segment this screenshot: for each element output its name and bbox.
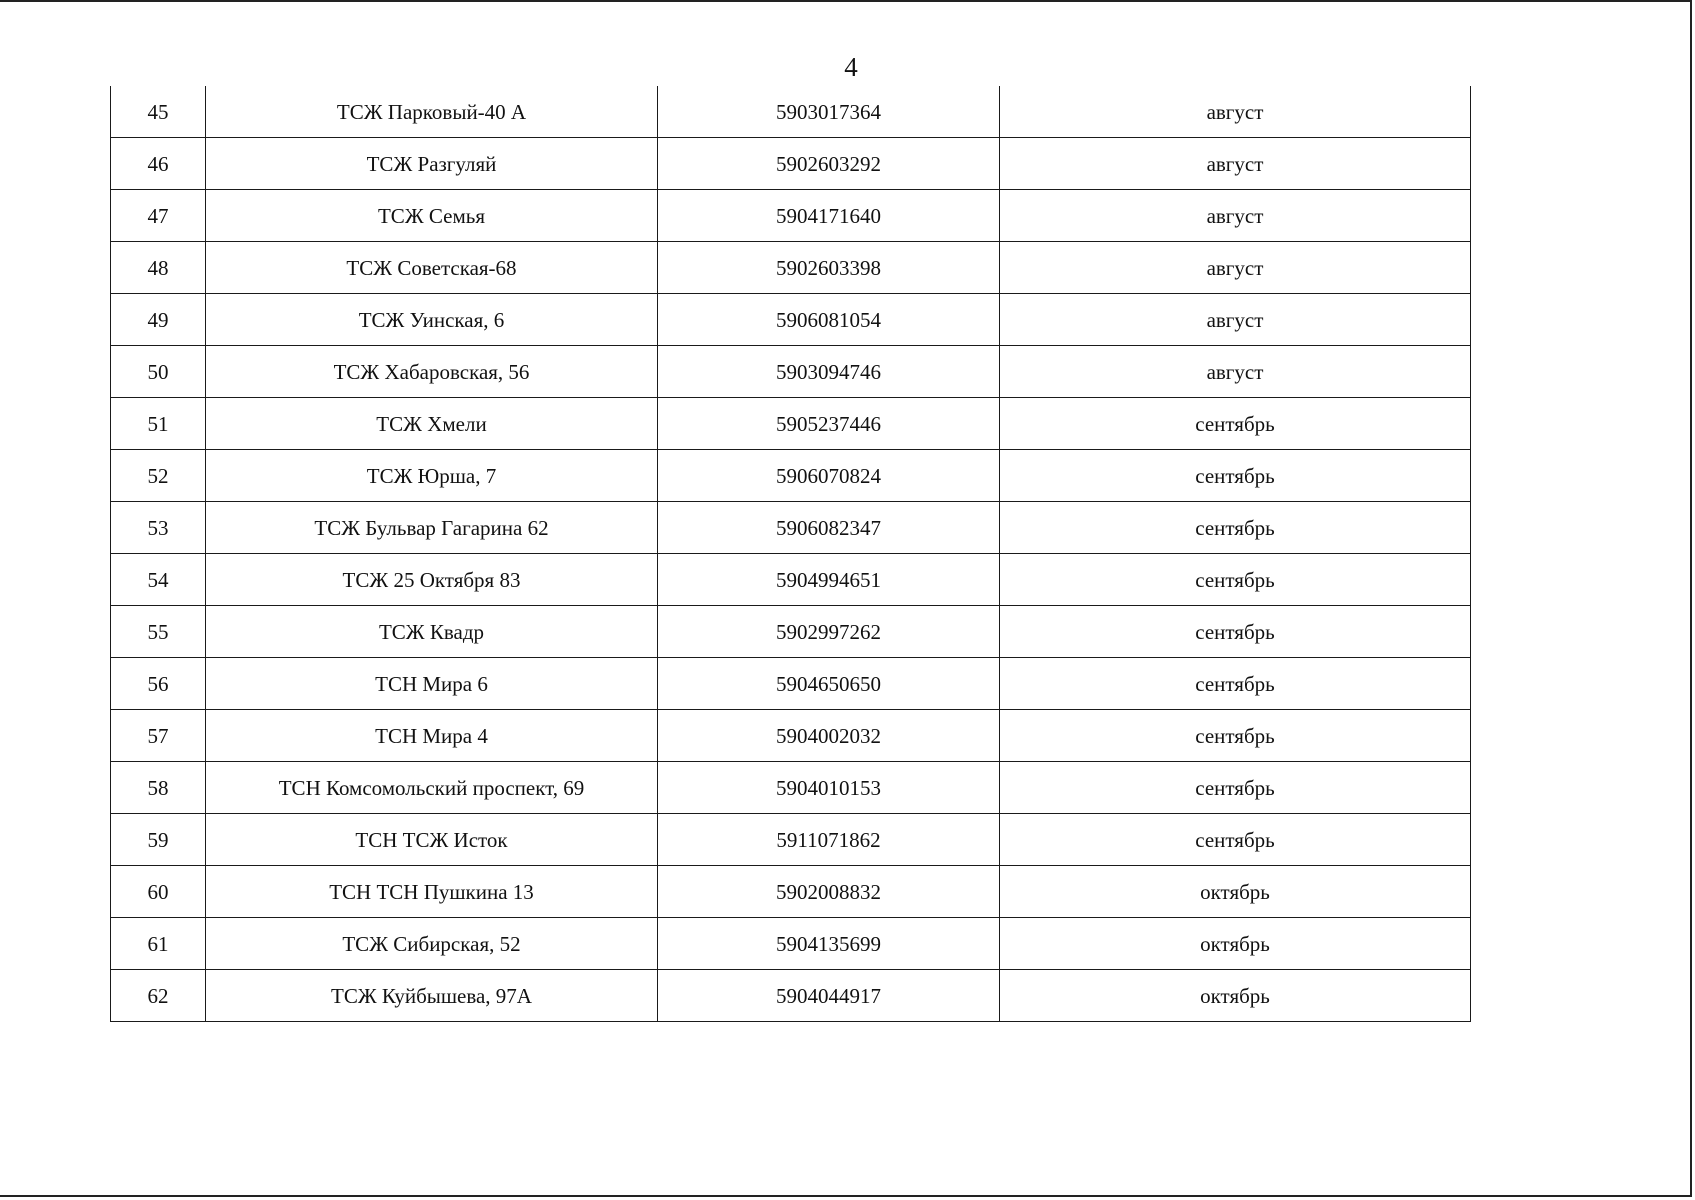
table-row (111, 554, 1471, 606)
row-number-cell: 55 (111, 606, 206, 658)
month-cell: сентябрь (1000, 814, 1471, 866)
inn-cell: 5904010153 (658, 762, 1000, 814)
organization-name-cell: ТСЖ Куйбышева, 97А (206, 970, 658, 1022)
inn-cell: 5904650650 (658, 658, 1000, 710)
inn-cell: 5905237446 (658, 398, 1000, 450)
inn-cell: 5904044917 (658, 970, 1000, 1022)
inn-cell: 5902008832 (658, 866, 1000, 918)
month-cell: август (1000, 190, 1471, 242)
month-cell: август (1000, 294, 1471, 346)
month-cell: сентябрь (1000, 606, 1471, 658)
organization-name-cell: ТСЖ Квадр (206, 606, 658, 658)
month-cell: октябрь (1000, 918, 1471, 970)
row-number-cell: 62 (111, 970, 206, 1022)
inn-cell: 5906081054 (658, 294, 1000, 346)
organization-name-cell: ТСЖ Хабаровская, 56 (206, 346, 658, 398)
inn-cell: 5902603292 (658, 138, 1000, 190)
inn-cell: 5902603398 (658, 242, 1000, 294)
table-row (111, 866, 1471, 918)
table-row (111, 138, 1471, 190)
month-cell: август (1000, 138, 1471, 190)
table-row (111, 398, 1471, 450)
row-number-cell: 53 (111, 502, 206, 554)
inn-cell: 5911071862 (658, 814, 1000, 866)
row-number-cell: 61 (111, 918, 206, 970)
table-row (111, 762, 1471, 814)
row-number-cell: 51 (111, 398, 206, 450)
organization-name-cell: ТСЖ Хмели (206, 398, 658, 450)
month-cell: сентябрь (1000, 398, 1471, 450)
table-body (111, 86, 1471, 1022)
row-number-cell: 56 (111, 658, 206, 710)
inn-cell: 5904171640 (658, 190, 1000, 242)
organization-name-cell: ТСН Комсомольский проспект, 69 (206, 762, 658, 814)
table-row (111, 242, 1471, 294)
organization-name-cell: ТСЖ Юрша, 7 (206, 450, 658, 502)
row-number-cell: 47 (111, 190, 206, 242)
row-number-cell: 50 (111, 346, 206, 398)
month-cell: август (1000, 86, 1471, 138)
organization-name-cell: ТСЖ Советская-68 (206, 242, 658, 294)
table-row (111, 970, 1471, 1022)
inn-cell: 5903094746 (658, 346, 1000, 398)
organizations-table (110, 86, 1471, 1022)
organization-name-cell: ТСН Мира 4 (206, 710, 658, 762)
table-row (111, 814, 1471, 866)
table-row (111, 450, 1471, 502)
row-number-cell: 60 (111, 866, 206, 918)
month-cell: октябрь (1000, 866, 1471, 918)
table-row (111, 346, 1471, 398)
table-row (111, 658, 1471, 710)
month-cell: сентябрь (1000, 710, 1471, 762)
organization-name-cell: ТСЖ Сибирская, 52 (206, 918, 658, 970)
organization-name-cell: ТСЖ Семья (206, 190, 658, 242)
table-row (111, 190, 1471, 242)
organization-name-cell: ТСН Мира 6 (206, 658, 658, 710)
row-number-cell: 46 (111, 138, 206, 190)
table-row (111, 710, 1471, 762)
inn-cell: 5902997262 (658, 606, 1000, 658)
page-number: 4 (844, 52, 858, 82)
month-cell: август (1000, 242, 1471, 294)
organization-name-cell: ТСН ТСЖ Исток (206, 814, 658, 866)
row-number-cell: 54 (111, 554, 206, 606)
inn-cell: 5904002032 (658, 710, 1000, 762)
month-cell: сентябрь (1000, 762, 1471, 814)
row-number-cell: 57 (111, 710, 206, 762)
inn-cell: 5906082347 (658, 502, 1000, 554)
organization-name-cell: ТСН ТСН Пушкина 13 (206, 866, 658, 918)
table-row (111, 502, 1471, 554)
organization-name-cell: ТСЖ Разгуляй (206, 138, 658, 190)
row-number-cell: 48 (111, 242, 206, 294)
row-number-cell: 59 (111, 814, 206, 866)
row-number-cell: 58 (111, 762, 206, 814)
month-cell: сентябрь (1000, 450, 1471, 502)
table-row (111, 86, 1471, 138)
row-number-cell: 45 (111, 86, 206, 138)
inn-cell: 5904994651 (658, 554, 1000, 606)
month-cell: сентябрь (1000, 554, 1471, 606)
inn-cell: 5904135699 (658, 918, 1000, 970)
organization-name-cell: ТСЖ Бульвар Гагарина 62 (206, 502, 658, 554)
table-row (111, 606, 1471, 658)
month-cell: октябрь (1000, 970, 1471, 1022)
inn-cell: 5906070824 (658, 450, 1000, 502)
organization-name-cell: ТСЖ Уинская, 6 (206, 294, 658, 346)
organization-name-cell: ТСЖ 25 Октября 83 (206, 554, 658, 606)
table-row (111, 294, 1471, 346)
row-number-cell: 52 (111, 450, 206, 502)
month-cell: август (1000, 346, 1471, 398)
organization-name-cell: ТСЖ Парковый-40 А (206, 86, 658, 138)
row-number-cell: 49 (111, 294, 206, 346)
inn-cell: 5903017364 (658, 86, 1000, 138)
month-cell: сентябрь (1000, 502, 1471, 554)
table-row (111, 918, 1471, 970)
month-cell: сентябрь (1000, 658, 1471, 710)
